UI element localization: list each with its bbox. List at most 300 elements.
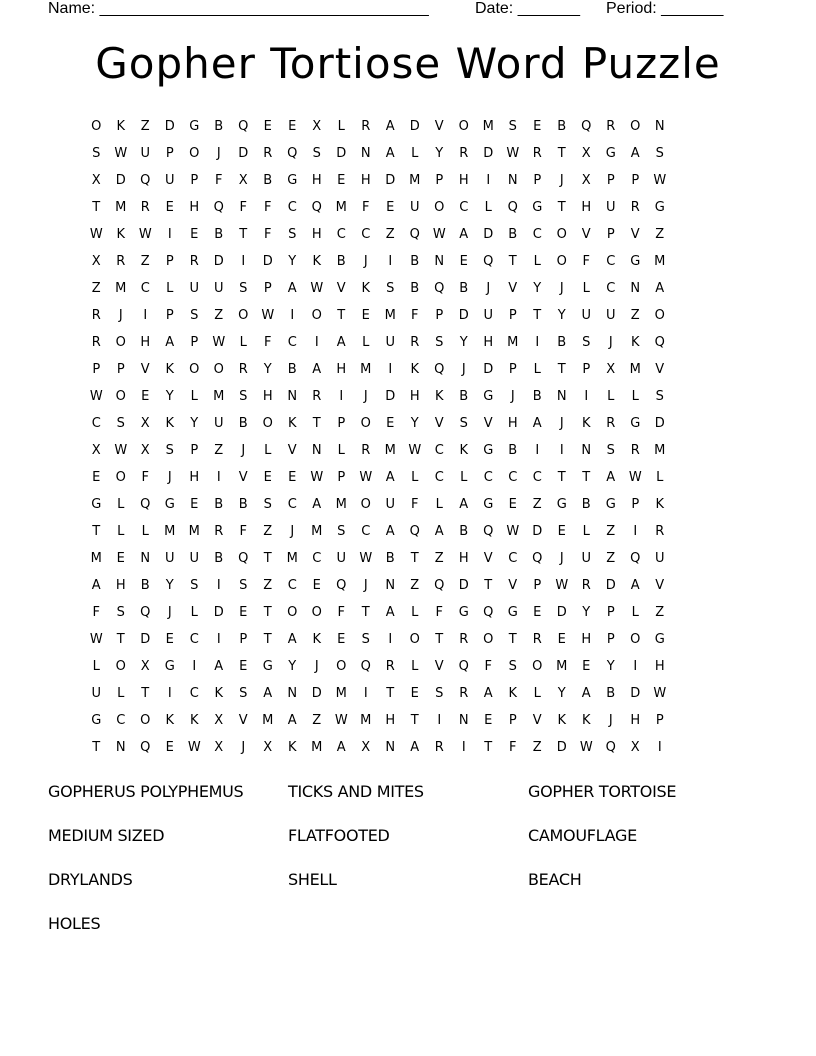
- grid-cell[interactable]: Y: [288, 659, 297, 674]
- grid-cell[interactable]: Q: [654, 335, 665, 350]
- grid-cell[interactable]: P: [508, 308, 517, 323]
- grid-cell[interactable]: D: [483, 362, 494, 377]
- grid-cell[interactable]: W: [310, 470, 324, 485]
- grid-cell[interactable]: K: [165, 362, 175, 377]
- grid-cell[interactable]: L: [533, 362, 541, 377]
- grid-cell[interactable]: B: [557, 119, 567, 134]
- grid-cell[interactable]: T: [484, 578, 493, 593]
- grid-cell[interactable]: P: [582, 362, 591, 377]
- grid-cell[interactable]: T: [508, 632, 517, 647]
- grid-cell[interactable]: Q: [360, 659, 371, 674]
- grid-cell[interactable]: L: [190, 389, 198, 404]
- grid-cell[interactable]: Y: [533, 281, 542, 296]
- grid-cell[interactable]: T: [116, 632, 125, 647]
- grid-cell[interactable]: N: [311, 443, 322, 458]
- grid-cell[interactable]: D: [262, 254, 273, 269]
- grid-cell[interactable]: D: [213, 605, 224, 620]
- grid-cell[interactable]: V: [238, 470, 248, 485]
- grid-cell[interactable]: L: [533, 686, 541, 701]
- grid-cell[interactable]: U: [336, 551, 346, 566]
- grid-cell[interactable]: R: [606, 416, 616, 431]
- grid-cell[interactable]: M: [335, 497, 347, 512]
- grid-cell[interactable]: K: [287, 416, 297, 431]
- grid-cell[interactable]: K: [116, 227, 126, 242]
- grid-cell[interactable]: A: [606, 470, 616, 485]
- grid-cell[interactable]: E: [533, 605, 542, 620]
- grid-cell[interactable]: J: [559, 416, 564, 431]
- grid-cell[interactable]: I: [314, 335, 319, 350]
- grid-cell[interactable]: Z: [214, 443, 224, 458]
- grid-cell[interactable]: D: [605, 578, 616, 593]
- grid-cell[interactable]: M: [286, 551, 298, 566]
- grid-cell[interactable]: G: [483, 443, 494, 458]
- grid-cell[interactable]: N: [287, 686, 298, 701]
- grid-cell[interactable]: Y: [288, 254, 297, 269]
- grid-cell[interactable]: V: [434, 119, 444, 134]
- grid-cell[interactable]: R: [263, 146, 273, 161]
- grid-cell[interactable]: T: [557, 146, 566, 161]
- grid-cell[interactable]: R: [581, 578, 591, 593]
- grid-cell[interactable]: R: [116, 254, 126, 269]
- grid-cell[interactable]: X: [214, 740, 224, 755]
- grid-cell[interactable]: K: [655, 497, 665, 512]
- grid-cell[interactable]: D: [630, 686, 641, 701]
- grid-cell[interactable]: U: [581, 308, 591, 323]
- grid-cell[interactable]: U: [213, 416, 224, 431]
- grid-cell[interactable]: P: [508, 713, 517, 728]
- grid-cell[interactable]: O: [189, 146, 200, 161]
- grid-cell[interactable]: R: [91, 308, 101, 323]
- grid-cell[interactable]: O: [311, 605, 322, 620]
- grid-cell[interactable]: E: [410, 686, 419, 701]
- grid-cell[interactable]: B: [287, 362, 297, 377]
- grid-cell[interactable]: U: [140, 146, 150, 161]
- grid-cell[interactable]: T: [557, 200, 566, 215]
- grid-cell[interactable]: H: [140, 335, 151, 350]
- grid-cell[interactable]: Q: [507, 200, 518, 215]
- grid-cell[interactable]: Z: [140, 254, 150, 269]
- grid-cell[interactable]: L: [264, 443, 272, 458]
- grid-cell[interactable]: C: [189, 686, 199, 701]
- grid-cell[interactable]: P: [190, 335, 199, 350]
- grid-cell[interactable]: E: [141, 389, 150, 404]
- grid-cell[interactable]: Y: [557, 308, 566, 323]
- grid-cell[interactable]: M: [482, 119, 494, 134]
- grid-cell[interactable]: W: [506, 146, 520, 161]
- grid-cell[interactable]: E: [386, 416, 395, 431]
- grid-cell[interactable]: W: [89, 227, 103, 242]
- grid-cell[interactable]: Z: [385, 227, 395, 242]
- grid-cell[interactable]: C: [287, 335, 297, 350]
- grid-cell[interactable]: A: [410, 740, 420, 755]
- grid-cell[interactable]: K: [165, 416, 175, 431]
- grid-cell[interactable]: V: [483, 416, 493, 431]
- grid-cell[interactable]: L: [607, 389, 615, 404]
- grid-cell[interactable]: W: [579, 740, 593, 755]
- grid-cell[interactable]: R: [385, 659, 395, 674]
- grid-cell[interactable]: W: [555, 578, 569, 593]
- grid-cell[interactable]: R: [434, 740, 444, 755]
- grid-cell[interactable]: D: [213, 254, 224, 269]
- grid-cell[interactable]: J: [241, 443, 246, 458]
- grid-cell[interactable]: V: [508, 578, 518, 593]
- grid-cell[interactable]: C: [287, 578, 297, 593]
- grid-cell[interactable]: H: [311, 173, 322, 188]
- grid-cell[interactable]: W: [408, 443, 422, 458]
- grid-cell[interactable]: E: [165, 200, 174, 215]
- grid-cell[interactable]: L: [362, 335, 370, 350]
- grid-cell[interactable]: N: [360, 146, 371, 161]
- grid-cell[interactable]: S: [655, 389, 664, 404]
- grid-cell[interactable]: O: [213, 362, 224, 377]
- grid-cell[interactable]: L: [117, 524, 125, 539]
- grid-cell[interactable]: A: [581, 686, 591, 701]
- grid-cell[interactable]: C: [606, 254, 616, 269]
- grid-cell[interactable]: I: [559, 443, 564, 458]
- grid-cell[interactable]: G: [91, 497, 102, 512]
- grid-cell[interactable]: K: [557, 713, 567, 728]
- grid-cell[interactable]: W: [212, 335, 226, 350]
- grid-cell[interactable]: N: [458, 713, 469, 728]
- grid-cell[interactable]: U: [91, 686, 101, 701]
- grid-cell[interactable]: I: [461, 740, 466, 755]
- grid-cell[interactable]: D: [532, 524, 543, 539]
- grid-cell[interactable]: C: [91, 416, 101, 431]
- grid-cell[interactable]: Z: [91, 281, 101, 296]
- grid-cell[interactable]: B: [214, 119, 224, 134]
- grid-cell[interactable]: B: [336, 254, 346, 269]
- grid-cell[interactable]: Q: [238, 551, 249, 566]
- grid-cell[interactable]: L: [582, 524, 590, 539]
- grid-cell[interactable]: U: [164, 173, 175, 188]
- grid-cell[interactable]: N: [507, 173, 518, 188]
- grid-cell[interactable]: X: [263, 740, 273, 755]
- grid-cell[interactable]: I: [143, 308, 148, 323]
- grid-cell[interactable]: K: [214, 686, 224, 701]
- grid-cell[interactable]: M: [629, 362, 641, 377]
- grid-cell[interactable]: A: [287, 281, 297, 296]
- grid-cell[interactable]: E: [92, 470, 101, 485]
- grid-cell[interactable]: S: [190, 578, 199, 593]
- grid-cell[interactable]: O: [458, 119, 469, 134]
- grid-cell[interactable]: B: [140, 578, 150, 593]
- grid-cell[interactable]: P: [337, 416, 346, 431]
- grid-cell[interactable]: N: [385, 740, 396, 755]
- grid-cell[interactable]: U: [213, 281, 224, 296]
- grid-cell[interactable]: A: [165, 335, 175, 350]
- grid-cell[interactable]: O: [532, 659, 543, 674]
- grid-cell[interactable]: Q: [311, 200, 322, 215]
- grid-cell[interactable]: Z: [263, 524, 273, 539]
- grid-cell[interactable]: P: [655, 713, 664, 728]
- grid-cell[interactable]: D: [385, 173, 396, 188]
- grid-cell[interactable]: Y: [582, 605, 591, 620]
- grid-cell[interactable]: C: [116, 713, 126, 728]
- grid-cell[interactable]: N: [385, 578, 396, 593]
- grid-cell[interactable]: Q: [434, 362, 445, 377]
- grid-cell[interactable]: P: [263, 281, 272, 296]
- grid-cell[interactable]: Q: [213, 200, 224, 215]
- name-field[interactable]: Name: _____________________________________: [48, 0, 429, 17]
- grid-cell[interactable]: H: [507, 416, 518, 431]
- grid-cell[interactable]: M: [384, 443, 396, 458]
- grid-cell[interactable]: N: [581, 443, 592, 458]
- grid-cell[interactable]: A: [385, 524, 395, 539]
- grid-cell[interactable]: W: [310, 281, 324, 296]
- grid-cell[interactable]: A: [385, 605, 395, 620]
- grid-cell[interactable]: D: [458, 578, 469, 593]
- grid-cell[interactable]: K: [410, 362, 420, 377]
- grid-cell[interactable]: J: [363, 254, 368, 269]
- grid-cell[interactable]: V: [508, 281, 518, 296]
- grid-cell[interactable]: B: [459, 524, 469, 539]
- grid-cell[interactable]: U: [483, 308, 493, 323]
- grid-cell[interactable]: P: [606, 227, 615, 242]
- grid-cell[interactable]: B: [385, 551, 395, 566]
- grid-cell[interactable]: T: [386, 686, 395, 701]
- grid-cell[interactable]: E: [190, 497, 199, 512]
- grid-cell[interactable]: T: [92, 740, 101, 755]
- grid-cell[interactable]: V: [434, 659, 444, 674]
- grid-cell[interactable]: V: [655, 578, 665, 593]
- grid-cell[interactable]: S: [239, 389, 248, 404]
- grid-cell[interactable]: K: [116, 119, 126, 134]
- grid-cell[interactable]: Q: [140, 605, 151, 620]
- grid-cell[interactable]: B: [238, 416, 248, 431]
- grid-cell[interactable]: I: [241, 254, 246, 269]
- grid-cell[interactable]: W: [334, 713, 348, 728]
- grid-cell[interactable]: F: [435, 605, 443, 620]
- grid-cell[interactable]: E: [116, 551, 125, 566]
- grid-cell[interactable]: C: [508, 551, 518, 566]
- grid-cell[interactable]: Q: [483, 605, 494, 620]
- period-field[interactable]: Period: _______: [606, 0, 724, 17]
- grid-cell[interactable]: R: [532, 632, 542, 647]
- grid-cell[interactable]: O: [262, 416, 273, 431]
- grid-cell[interactable]: R: [532, 146, 542, 161]
- grid-cell[interactable]: L: [239, 335, 247, 350]
- grid-cell[interactable]: H: [409, 389, 420, 404]
- grid-cell[interactable]: V: [532, 713, 542, 728]
- grid-cell[interactable]: X: [140, 443, 150, 458]
- grid-cell[interactable]: K: [189, 713, 199, 728]
- grid-cell[interactable]: A: [655, 281, 665, 296]
- grid-cell[interactable]: E: [165, 740, 174, 755]
- grid-cell[interactable]: D: [311, 686, 322, 701]
- grid-cell[interactable]: X: [581, 146, 591, 161]
- grid-cell[interactable]: R: [214, 524, 224, 539]
- grid-cell[interactable]: Y: [606, 659, 615, 674]
- grid-cell[interactable]: G: [483, 389, 494, 404]
- grid-cell[interactable]: G: [164, 659, 175, 674]
- grid-cell[interactable]: W: [359, 551, 373, 566]
- grid-cell[interactable]: I: [167, 227, 172, 242]
- grid-cell[interactable]: T: [435, 632, 444, 647]
- grid-cell[interactable]: Z: [630, 308, 640, 323]
- grid-cell[interactable]: O: [556, 254, 567, 269]
- grid-cell[interactable]: M: [507, 335, 519, 350]
- grid-cell[interactable]: F: [362, 200, 370, 215]
- grid-cell[interactable]: E: [288, 470, 297, 485]
- grid-cell[interactable]: T: [484, 740, 493, 755]
- grid-cell[interactable]: V: [434, 416, 444, 431]
- grid-cell[interactable]: U: [654, 551, 665, 566]
- grid-cell[interactable]: P: [435, 308, 444, 323]
- grid-cell[interactable]: G: [630, 416, 641, 431]
- grid-cell[interactable]: Q: [458, 659, 469, 674]
- grid-cell[interactable]: H: [458, 173, 469, 188]
- grid-cell[interactable]: O: [115, 659, 126, 674]
- grid-cell[interactable]: G: [630, 254, 641, 269]
- grid-cell[interactable]: R: [410, 335, 420, 350]
- grid-cell[interactable]: E: [557, 524, 566, 539]
- grid-cell[interactable]: R: [655, 524, 665, 539]
- grid-cell[interactable]: I: [216, 578, 221, 593]
- grid-cell[interactable]: D: [556, 740, 567, 755]
- grid-cell[interactable]: P: [508, 362, 517, 377]
- grid-cell[interactable]: P: [337, 470, 346, 485]
- grid-cell[interactable]: C: [361, 524, 371, 539]
- grid-cell[interactable]: S: [190, 308, 199, 323]
- grid-cell[interactable]: F: [582, 254, 590, 269]
- grid-cell[interactable]: K: [581, 416, 591, 431]
- grid-cell[interactable]: G: [605, 497, 616, 512]
- grid-cell[interactable]: S: [116, 416, 125, 431]
- grid-cell[interactable]: E: [508, 497, 517, 512]
- grid-cell[interactable]: P: [92, 362, 101, 377]
- grid-cell[interactable]: G: [287, 173, 298, 188]
- grid-cell[interactable]: M: [335, 200, 347, 215]
- grid-cell[interactable]: S: [655, 146, 664, 161]
- grid-cell[interactable]: J: [510, 389, 515, 404]
- grid-cell[interactable]: C: [189, 632, 199, 647]
- grid-cell[interactable]: H: [189, 200, 200, 215]
- grid-cell[interactable]: K: [165, 713, 175, 728]
- grid-cell[interactable]: L: [411, 605, 419, 620]
- grid-cell[interactable]: T: [410, 713, 419, 728]
- grid-cell[interactable]: B: [508, 227, 518, 242]
- grid-cell[interactable]: X: [91, 254, 101, 269]
- grid-cell[interactable]: P: [116, 362, 125, 377]
- grid-cell[interactable]: K: [581, 713, 591, 728]
- grid-cell[interactable]: H: [458, 551, 469, 566]
- grid-cell[interactable]: G: [654, 200, 665, 215]
- grid-cell[interactable]: P: [239, 632, 248, 647]
- grid-cell[interactable]: T: [92, 524, 101, 539]
- grid-cell[interactable]: R: [361, 119, 371, 134]
- grid-cell[interactable]: A: [385, 146, 395, 161]
- grid-cell[interactable]: D: [140, 632, 151, 647]
- grid-cell[interactable]: J: [559, 173, 564, 188]
- grid-cell[interactable]: D: [654, 416, 665, 431]
- grid-cell[interactable]: J: [216, 146, 221, 161]
- grid-cell[interactable]: R: [140, 200, 150, 215]
- grid-cell[interactable]: W: [628, 470, 642, 485]
- grid-cell[interactable]: B: [606, 686, 616, 701]
- grid-cell[interactable]: Y: [263, 362, 272, 377]
- grid-cell[interactable]: P: [533, 578, 542, 593]
- grid-cell[interactable]: O: [91, 119, 102, 134]
- grid-cell[interactable]: I: [584, 389, 589, 404]
- grid-cell[interactable]: E: [533, 119, 542, 134]
- grid-cell[interactable]: Q: [630, 551, 641, 566]
- grid-cell[interactable]: T: [533, 308, 542, 323]
- grid-cell[interactable]: R: [459, 146, 469, 161]
- grid-cell[interactable]: V: [238, 713, 248, 728]
- grid-cell[interactable]: S: [435, 686, 444, 701]
- grid-cell[interactable]: C: [483, 470, 493, 485]
- grid-cell[interactable]: L: [411, 470, 419, 485]
- grid-cell[interactable]: O: [115, 389, 126, 404]
- grid-cell[interactable]: X: [140, 659, 150, 674]
- grid-cell[interactable]: B: [557, 335, 567, 350]
- grid-cell[interactable]: A: [336, 335, 346, 350]
- grid-cell[interactable]: E: [459, 254, 468, 269]
- grid-cell[interactable]: S: [508, 119, 517, 134]
- grid-cell[interactable]: T: [263, 605, 272, 620]
- grid-cell[interactable]: E: [582, 659, 591, 674]
- grid-cell[interactable]: U: [605, 200, 616, 215]
- grid-cell[interactable]: X: [630, 740, 640, 755]
- grid-cell[interactable]: Z: [655, 227, 665, 242]
- grid-cell[interactable]: U: [189, 551, 199, 566]
- grid-cell[interactable]: F: [239, 524, 247, 539]
- grid-cell[interactable]: W: [506, 524, 520, 539]
- grid-cell[interactable]: S: [165, 443, 174, 458]
- grid-cell[interactable]: Q: [140, 173, 151, 188]
- grid-cell[interactable]: D: [483, 146, 494, 161]
- grid-cell[interactable]: G: [458, 605, 469, 620]
- grid-cell[interactable]: E: [557, 632, 566, 647]
- grid-cell[interactable]: J: [363, 578, 368, 593]
- grid-cell[interactable]: E: [239, 659, 248, 674]
- grid-cell[interactable]: K: [312, 632, 322, 647]
- grid-cell[interactable]: T: [239, 227, 248, 242]
- grid-cell[interactable]: N: [630, 281, 641, 296]
- grid-cell[interactable]: R: [361, 443, 371, 458]
- grid-cell[interactable]: O: [115, 335, 126, 350]
- grid-cell[interactable]: L: [533, 254, 541, 269]
- grid-cell[interactable]: M: [115, 200, 127, 215]
- grid-cell[interactable]: I: [633, 524, 638, 539]
- grid-cell[interactable]: T: [312, 416, 321, 431]
- grid-cell[interactable]: W: [359, 470, 373, 485]
- grid-cell[interactable]: E: [312, 578, 321, 593]
- grid-cell[interactable]: I: [290, 308, 295, 323]
- grid-cell[interactable]: S: [508, 659, 517, 674]
- grid-cell[interactable]: Z: [140, 119, 150, 134]
- grid-cell[interactable]: J: [559, 551, 564, 566]
- grid-cell[interactable]: H: [336, 362, 347, 377]
- grid-cell[interactable]: I: [363, 686, 368, 701]
- grid-cell[interactable]: B: [214, 551, 224, 566]
- grid-cell[interactable]: K: [630, 335, 640, 350]
- grid-cell[interactable]: O: [140, 713, 151, 728]
- grid-cell[interactable]: I: [216, 470, 221, 485]
- grid-cell[interactable]: G: [189, 119, 200, 134]
- grid-cell[interactable]: S: [239, 686, 248, 701]
- grid-cell[interactable]: J: [608, 335, 613, 350]
- grid-cell[interactable]: G: [605, 146, 616, 161]
- grid-cell[interactable]: U: [164, 551, 175, 566]
- grid-cell[interactable]: U: [605, 308, 616, 323]
- grid-cell[interactable]: W: [89, 389, 103, 404]
- grid-cell[interactable]: S: [606, 443, 615, 458]
- grid-cell[interactable]: H: [581, 632, 592, 647]
- grid-cell[interactable]: O: [336, 659, 347, 674]
- grid-cell[interactable]: H: [630, 713, 641, 728]
- grid-cell[interactable]: I: [388, 362, 393, 377]
